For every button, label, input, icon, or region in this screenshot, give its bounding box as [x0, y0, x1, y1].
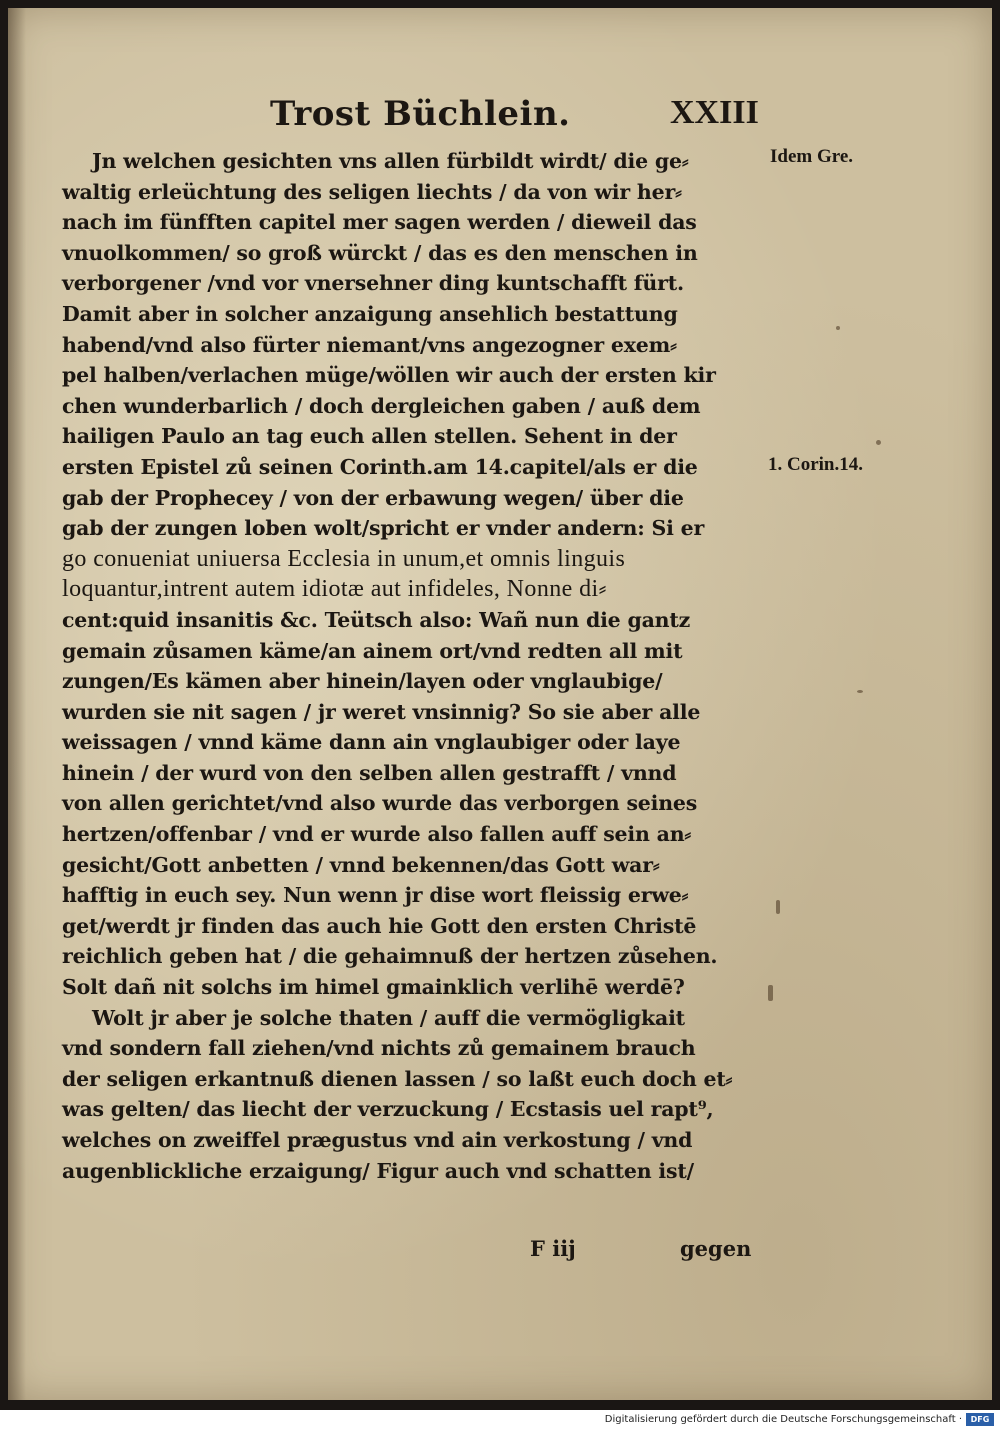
text-line: welches on zweiffel prægustus vnd ain verkostung / vnd [62, 1128, 693, 1152]
text-line: der seligen erkantnuß dienen lassen / so laßt euch doch et⸗ [62, 1066, 733, 1091]
text-line: hinein / der wurd von den selben allen gestrafft / vnnd [62, 760, 677, 785]
text-line: Jn welchen gesichten vns allen fürbildt wirdt/ die ge⸗ [92, 149, 689, 173]
running-title: Trost Büchlein. [270, 94, 571, 134]
ink-spot [876, 440, 881, 445]
text-line: gesicht/Gott anbetten / vnnd bekennen/das Gott war⸗ [62, 852, 660, 877]
text-line: hafftig in euch sey. Nun wenn jr dise wort fleissig erwe⸗ [62, 883, 689, 908]
signature-mark: F iij [530, 1236, 576, 1261]
text-line: ersten Epistel zů seinen Corinth.am 14.capitel/als er die [62, 454, 698, 479]
text-line: nach im fünfften capitel mer sagen werden / dieweil das [62, 210, 697, 235]
ink-spot [776, 900, 780, 914]
margin-note: Idem Gre. [770, 146, 854, 167]
text-line: zungen/Es kämen aber hinein/layen oder vnglaubige/ [62, 669, 663, 694]
text-line: pel halben/verlachen müge/wöllen wir auch der ersten kir [62, 363, 716, 388]
text-line: von allen gerichtet/vnd also wurde das verborgen seines [62, 791, 698, 816]
text-line: hailigen Paulo an tag euch allen stellen. Sehent in der [62, 424, 677, 449]
latin-text-line: go conueniat uniuersa Ecclesia in unum,et omnis linguis [62, 545, 626, 572]
ink-spot [768, 985, 773, 1001]
dfg-logo: DFG [966, 1413, 994, 1426]
text-line: wurden sie nit sagen / jr weret vnsinnig? So sie aber alle [62, 699, 701, 724]
text-line: weissagen / vnnd käme dann ain vnglaubiger oder laye [62, 730, 681, 755]
ink-spot [857, 690, 863, 693]
ink-spot [836, 326, 840, 330]
text-line: verborgener /vnd vor vnersehner ding kuntschafft fürt. [62, 271, 684, 296]
funding-credit: Digitalisierung gefördert durch die Deutsche Forschungsgemeinschaft · [604, 1414, 962, 1425]
body-text [62, 146, 762, 1186]
text-line: gemain zůsamen käme/an ainem ort/vnd redten all mit [62, 638, 683, 663]
latin-text-line: loquantur,intrent autem idiotæ aut infideles, Nonne di⸗ [62, 576, 607, 603]
text-line: Solt dañ nit solchs im himel gmainklich verlihē werdē? [62, 975, 685, 1000]
text-line: waltig erleüchtung des seligen liechts / da von wir her⸗ [62, 179, 682, 204]
catchword: gegen [680, 1236, 752, 1261]
text-line: vnd sondern fall ziehen/vnd nichts zů gemainem brauch [62, 1036, 696, 1061]
text-line: was gelten/ das liecht der verzuckung / Ecstasis uel rapt⁹, [62, 1097, 714, 1122]
text-line: hertzen/offenbar / vnd er wurde also fallen auff sein an⸗ [62, 822, 692, 847]
folio-number: XXIII [670, 94, 759, 131]
text-line: chen wunderbarlich / doch dergleichen gaben / auß dem [62, 393, 701, 418]
text-line: gab der zungen loben wolt/spricht er vnder andern: Si er [62, 516, 705, 541]
text-line: gab der Prophecey / von der erbawung wegen/ über die [62, 485, 684, 510]
page-header [270, 94, 770, 144]
text-line: reichlich geben hat / die gehaimnuß der hertzen zůsehen. [62, 944, 718, 969]
catchword-line [530, 1236, 760, 1270]
text-line: Wolt jr aber je solche thaten / auff die vermögligkait [92, 1005, 685, 1030]
page-gutter-shadow [8, 8, 26, 1400]
text-line: get/werdt jr finden das auch hie Gott den ersten Christē [62, 913, 697, 938]
margin-note: 1. Corin.14. [768, 454, 863, 475]
text-line: augenblickliche erzaigung/ Figur auch vnd schatten ist/ [62, 1158, 694, 1183]
text-line: Damit aber in solcher anzaigung ansehlich bestattung [62, 301, 678, 326]
text-line: habend/vnd also fürter niemant/vns angezogner exem⸗ [62, 332, 677, 357]
text-line: vnuolkommen/ so groß würckt / das es den menschen in [62, 240, 698, 265]
text-line: cent:quid insanitis &c. Teütsch also: Wañ nun die gantz [62, 607, 691, 632]
